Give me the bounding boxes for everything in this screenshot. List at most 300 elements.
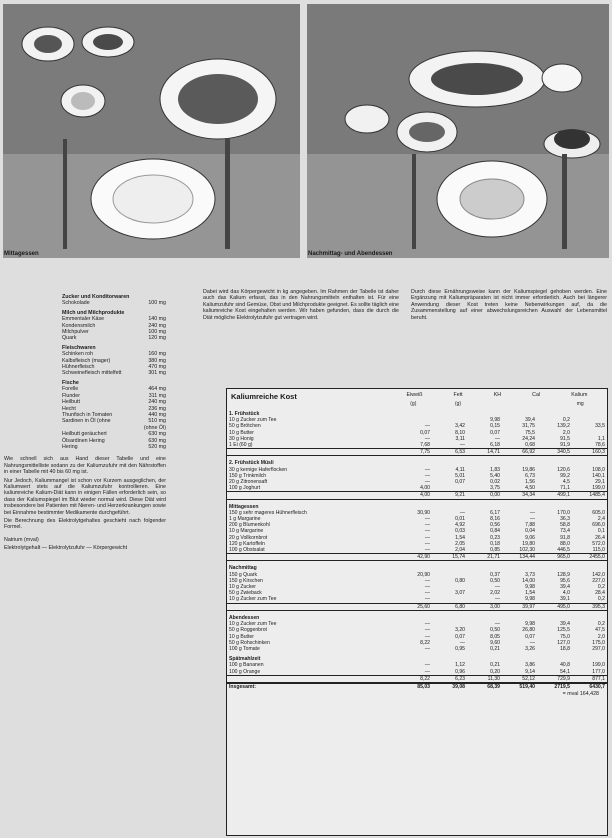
food-item: 1 g Margarine: [229, 516, 261, 523]
food-item: 200 g Blumenkohl: [229, 522, 270, 529]
food-item: 50 g Roggenbrot: [229, 627, 267, 634]
table-cell: 199,0: [592, 662, 605, 669]
table-cell: 9,06: [525, 534, 535, 541]
table-cell: [397, 610, 432, 621]
list-item-value: 470 mg: [148, 364, 166, 371]
right-text: [411, 289, 607, 323]
food-item: [227, 675, 397, 683]
table-cell: 7,88: [525, 522, 535, 529]
table-cell: 1,83: [490, 466, 500, 473]
table-cell: —: [494, 584, 500, 591]
table-cell: 177,0: [592, 668, 605, 675]
food-item: 2. Frühstück Müsli: [229, 460, 274, 467]
right-paragraph: Durch diese Ernährungsweise kann der Kaliumspiegel gehoben werden. Eine Ergänzung mit Kaliumpräparaten ist nicht immer erforderlich. Auch bei längerer Anwendung dieser Kost treten keine Nebenwirkungen auf, da die Zusammenstellung auf einer abwechslungsreichen Auswahl der Lebensmittel beruht.: [411, 289, 607, 321]
table-cell: 127,0: [557, 639, 570, 646]
formula-line-1: Natrium (mval): [4, 536, 39, 543]
food-item: 10 g Butter: [229, 633, 254, 640]
food-item: 100 g Tomate: [229, 645, 260, 652]
table-cell: 108,0: [592, 466, 605, 473]
table-cell: 0,2: [597, 596, 605, 603]
food-item: Nachmittag: [229, 565, 257, 572]
food-item: 120 g Kartoffeln: [229, 540, 265, 547]
list-item: [62, 335, 166, 341]
table-cell: 1,56: [525, 479, 535, 486]
table-cell: 39,4: [525, 417, 535, 424]
table-cell: 75,5: [525, 429, 535, 436]
table-cell: [572, 610, 607, 621]
table-cell: [432, 456, 467, 467]
table-cell: 29,1: [595, 479, 605, 486]
table-cell: 499,1: [537, 492, 572, 499]
table-cell: 85,03: [397, 683, 432, 690]
table-grand-total: [227, 683, 607, 690]
list-item-value: 630 mg: [148, 437, 166, 444]
table-cell: 2455,0: [572, 554, 607, 561]
table-cell: 68,39: [467, 683, 502, 690]
table-cell: 0,1: [597, 528, 605, 535]
table-cell: 30,90: [417, 509, 430, 516]
list-item-value: 100 mg: [148, 329, 166, 336]
table-cell: —: [494, 621, 500, 628]
table-subtotal: [227, 449, 607, 456]
table-cell: [432, 499, 467, 510]
table-cell: 71,1: [560, 485, 570, 492]
table-cell: —: [459, 509, 465, 516]
table-cell: 0,18: [490, 540, 500, 547]
food-item: Mittagessen: [229, 503, 259, 510]
food-item: Spätmahlzeit: [229, 656, 261, 663]
table-cell: 572,0: [592, 540, 605, 547]
table-cell: [397, 499, 432, 510]
table-cell: 58,8: [560, 522, 570, 529]
table-cell: 0,96: [455, 668, 465, 675]
table-cell: 7,75: [397, 449, 432, 456]
table-cell: 199,0: [592, 485, 605, 492]
food-item: 100 g Joghurt: [229, 485, 261, 492]
list-item-name: Hering: [62, 443, 78, 450]
table-cell: 73,4: [560, 528, 570, 535]
list-item-value: 440 mg: [148, 411, 166, 418]
table-cell: 140,1: [592, 472, 605, 479]
table-cell: —: [529, 509, 535, 516]
column-header: Kalium: [571, 392, 588, 398]
table-cell: 0,50: [490, 627, 500, 634]
table-cell: 4,11: [455, 466, 465, 473]
table-subtotal: [227, 492, 607, 499]
list-item-name: Schweinefleisch mittelfett: [62, 370, 122, 377]
table-cell: [432, 561, 467, 572]
table-cell: 696,0: [592, 522, 605, 529]
table-cell: —: [529, 516, 535, 523]
list-item-name: Schokolade: [62, 300, 90, 307]
table-cell: [467, 652, 502, 662]
table-cell: 0,68: [525, 442, 535, 449]
column-unit: (g): [454, 401, 462, 407]
table-cell: [537, 407, 572, 417]
table-cell: 8,22: [397, 675, 432, 683]
table-section-title: [227, 456, 607, 467]
food-item: 30 g kernige Haferflocken: [229, 466, 288, 473]
table-cell: 0,00: [467, 492, 502, 499]
table-cell: 2,05: [455, 540, 465, 547]
formula-line-2: Elektrolytgehalt — Elektrolytzufuhr — Körpergewicht: [4, 545, 128, 552]
list-item: [62, 300, 166, 306]
table-cell: 297,0: [592, 645, 605, 652]
photo-lunch: [3, 4, 300, 258]
food-item: 10 g Margarine: [229, 528, 264, 535]
table-cell: [467, 610, 502, 621]
table-cell: 8,16: [490, 516, 500, 523]
lunch-photo-illustration: [3, 4, 300, 258]
table-cell: [432, 652, 467, 662]
column-unit: mg: [576, 401, 584, 407]
table-cell: 0,37: [490, 571, 500, 578]
table-cell: 19,86: [522, 466, 535, 473]
food-item: [227, 603, 397, 610]
table-cell: 4,92: [455, 522, 465, 529]
potassium-food-list: [4, 294, 166, 450]
table-cell: 0,56: [490, 522, 500, 529]
list-item-name: Heilbutt: [62, 399, 80, 406]
table-cell: 3,11: [455, 435, 465, 442]
table-cell: —: [424, 528, 430, 535]
left-body-text: [4, 456, 166, 530]
table-row: [227, 669, 607, 676]
table-cell: 1,54: [455, 534, 465, 541]
table-cell: 0,03: [455, 528, 465, 535]
table-section-title: [227, 561, 607, 572]
list-item-value: (ohne Öl): [143, 424, 166, 431]
table-cell: 5,40: [490, 472, 500, 479]
table-cell: 40,8: [560, 662, 570, 669]
list-item-name: Hecht: [62, 405, 76, 412]
food-item: 150 g Kirschen: [229, 577, 263, 584]
table-cell: 42,90: [397, 554, 432, 561]
table-cell: 31,75: [522, 423, 535, 430]
table-cell: 9,98: [525, 596, 535, 603]
table-cell: 24,24: [522, 435, 535, 442]
table-cell: [537, 456, 572, 467]
table-cell: 2,0: [597, 633, 605, 640]
list-item-value: 160 mg: [148, 351, 166, 358]
table-cell: 729,9: [537, 675, 572, 683]
table-cell: —: [424, 627, 430, 634]
table-cell: 6,80: [432, 603, 467, 610]
table-cell: —: [424, 479, 430, 486]
table-cell: —: [424, 590, 430, 597]
table-headers: [391, 392, 603, 401]
list-item-value: 510 mg: [148, 418, 166, 425]
table-cell: 160,3: [572, 449, 607, 456]
table-cell: 14,00: [522, 577, 535, 584]
table-cell: 91,8: [560, 534, 570, 541]
food-item: 100 g Orange: [229, 668, 261, 675]
table-cell: 0,23: [490, 534, 500, 541]
food-item: 10 g Zucker: [229, 584, 256, 591]
list-item-name: Forelle: [62, 386, 79, 393]
table-cell: 120,6: [557, 466, 570, 473]
food-item: 100 g Bananen: [229, 662, 264, 669]
table-cell: [467, 561, 502, 572]
list-item-name: Sardinen in Öl (ohne: [62, 418, 111, 425]
table-cell: 75,0: [560, 633, 570, 640]
table-cell: 1485,4: [572, 492, 607, 499]
list-item-value: 236 mg: [148, 405, 166, 412]
food-item: Abendessen: [229, 614, 260, 621]
list-section-title: Fische: [62, 379, 79, 386]
column-header: KH: [493, 392, 502, 398]
table-cell: [467, 456, 502, 467]
list-section-title: Milch und Milchprodukte: [62, 309, 125, 316]
table-cell: 9,98: [490, 417, 500, 424]
table-cell: [502, 499, 537, 510]
table-cell: 0,84: [490, 528, 500, 535]
column-header: Eiweiß: [406, 392, 423, 398]
list-item-name: Kondensmilch: [62, 322, 96, 329]
table-cell: [537, 499, 572, 510]
table-cell: —: [424, 633, 430, 640]
table-cell: 6,73: [525, 472, 535, 479]
list-item-name: Thunfisch in Tomaten: [62, 411, 113, 418]
table-cell: —: [494, 435, 500, 442]
middle-paragraph: Dabei wird das Körpergewicht in kg angegeben. Im Rahmen der Tabelle ist daher auch das Kalium erfasst, das in den Nahrungsmitteln enthalten ist. Für eine Kaliumzufuhr sind Gemüse, Obst und Milchprodukte geeignet. Es sollte täglich eine kaliumreiche Kost eingehalten werden. Wir haben gefunden, dass die durch die Diät mögliche Elektrolytzufuhr gut vertragen wird.: [203, 289, 399, 321]
table-cell: 8,22: [420, 639, 430, 646]
list-item-name: Quark: [62, 335, 77, 342]
body-paragraph: Nur Jedoch, Kaliummangel ist schon vor Kurzem ausgeglichen, der Kaliumwert stets auf die Kaliumzufuhr kontrollieren. Eine kaliumreiche Kalium-Diät kann in einigen Fällen erforderlich sein, so dass der Kaliumspiegel im Blut wieder normal wird. Diese Diät wird insbesondere bei Patienten mit Nieren- und Herzerkrankungen sowie bei Einnahme bestimmter Medikamente durchgeführt.: [4, 477, 166, 516]
table-cell: 0,07: [525, 633, 535, 640]
table-cell: —: [424, 547, 430, 554]
table-cell: 0,07: [455, 633, 465, 640]
table-cell: 3,86: [525, 662, 535, 669]
list-item-name: Emmentaler Käse: [62, 316, 105, 323]
table-cell: [432, 610, 467, 621]
table-cell: 3,00: [467, 603, 502, 610]
table-cell: 0,50: [490, 577, 500, 584]
table-cell: —: [424, 662, 430, 669]
list-item-name: Hühnerfleisch: [62, 364, 95, 371]
food-item: 10 g Zucker zum Tee: [229, 596, 277, 603]
table-cell: —: [424, 577, 430, 584]
table-cell: 19,80: [522, 540, 535, 547]
table-cell: 52,12: [502, 675, 537, 683]
list-item-value: 520 mg: [148, 443, 166, 450]
table-cell: [537, 652, 572, 662]
table-cell: —: [459, 442, 465, 449]
caption-lunch: Mittagessen: [4, 251, 39, 257]
table-cell: 102,30: [519, 547, 535, 554]
list-item-name: Ölsardinen Hering: [62, 437, 105, 444]
table-cell: 0,21: [490, 662, 500, 669]
table-cell: 877,1: [572, 675, 607, 683]
list-item-name: Kalbsfleisch (mager): [62, 357, 111, 364]
table-cell: [467, 499, 502, 510]
table-cell: 519,40: [502, 683, 537, 690]
middle-text: [203, 289, 399, 323]
table-cell: 4,0: [562, 590, 570, 597]
kost-table-body: [227, 407, 607, 690]
food-item: 30 g Honig: [229, 435, 254, 442]
table-cell: 20,90: [417, 571, 430, 578]
table-section-title: [227, 610, 607, 621]
food-item: 10 g Butter: [229, 429, 254, 436]
table-cell: 18,8: [560, 645, 570, 652]
table-cell: 26,80: [522, 627, 535, 634]
table-row: [227, 596, 607, 603]
list-item-value: 120 mg: [148, 335, 166, 342]
body-paragraph: Die Berechnung des Elektrolytgehaltes geschieht nach folgender Formel.: [4, 518, 166, 531]
food-item: 150 g sehr mageres Hühnerfleisch: [229, 509, 307, 516]
table-subtotal: [227, 603, 607, 610]
list-item-name: Flunder: [62, 392, 80, 399]
column-unit: (g): [410, 401, 417, 407]
table-cell: 0,2: [597, 584, 605, 591]
table-cell: 2719,5: [537, 683, 572, 690]
table-cell: 8,05: [490, 633, 500, 640]
table-cell: 5,01: [455, 472, 465, 479]
table-cell: 6,18: [490, 442, 500, 449]
table-cell: 227,0: [592, 577, 605, 584]
table-section-title: [227, 652, 607, 662]
potassium-diet-table: [226, 388, 608, 836]
food-item: 1. Frühstück: [229, 411, 260, 417]
table-cell: 965,0: [537, 554, 572, 561]
table-cell: [397, 561, 432, 572]
table-cell: 0,07: [420, 429, 430, 436]
list-item-value: 240 mg: [148, 399, 166, 406]
table-cell: 11,30: [467, 675, 502, 683]
table-cell: 9,14: [525, 668, 535, 675]
table-cell: 91,9: [560, 442, 570, 449]
column-header: Fett: [453, 392, 463, 398]
table-cell: 15,74: [432, 554, 467, 561]
table-cell: 47,5: [595, 627, 605, 634]
table-cell: 3,20: [455, 627, 465, 634]
food-item: 150 g Trinkmilch: [229, 472, 267, 479]
photo-afternoon: [307, 4, 609, 258]
table-cell: —: [424, 584, 430, 591]
table-cell: 340,5: [537, 449, 572, 456]
food-item: 150 g Quark: [229, 571, 258, 578]
table-cell: [397, 407, 432, 417]
caption-afternoon: Nachmittag- und Abendessen: [308, 251, 393, 257]
table-cell: —: [424, 596, 430, 603]
table-cell: 9,60: [490, 639, 500, 646]
table-cell: 2,02: [490, 590, 500, 597]
list-item-value: 464 mg: [148, 386, 166, 393]
table-cell: 0,95: [455, 645, 465, 652]
table-cell: 3,75: [490, 485, 500, 492]
food-item: 50 g Zwieback: [229, 590, 262, 597]
table-cell: —: [494, 596, 500, 603]
food-item: 10 g Zucker zum Tee: [229, 417, 277, 424]
table-cell: —: [424, 522, 430, 529]
food-item: Insgesamt:: [227, 683, 397, 690]
table-cell: 0,15: [490, 423, 500, 430]
list-item: [62, 444, 166, 450]
table-title: Kaliumreiche Kost: [231, 392, 297, 401]
table-cell: 26,4: [595, 534, 605, 541]
table-cell: 1,1: [597, 435, 605, 442]
table-cell: 66,92: [502, 449, 537, 456]
list-item-value: 301 mg: [148, 370, 166, 377]
table-cell: 128,9: [557, 571, 570, 578]
table-cell: 4,00: [420, 485, 430, 492]
table-cell: 0,85: [490, 547, 500, 554]
table-cell: —: [424, 668, 430, 675]
table-section-title: [227, 407, 607, 417]
table-cell: 605,0: [592, 509, 605, 516]
food-item: 20 g Zitronensaft: [229, 479, 268, 486]
table-cell: [502, 610, 537, 621]
table-cell: [432, 407, 467, 417]
food-item: 50 g Rohschinken: [229, 639, 270, 646]
table-cell: 39,4: [560, 621, 570, 628]
food-item: [227, 492, 397, 499]
list-item-name: Heilbutt geräuchert: [62, 431, 107, 438]
table-cell: [572, 561, 607, 572]
table-cell: 139,2: [557, 423, 570, 430]
table-cell: 395,3: [572, 603, 607, 610]
table-cell: 3,73: [525, 571, 535, 578]
table-cell: 39,4: [560, 584, 570, 591]
table-cell: —: [459, 639, 465, 646]
table-cell: 28,4: [595, 590, 605, 597]
table-cell: 2,04: [455, 547, 465, 554]
table-cell: 36,3: [560, 516, 570, 523]
table-section-title: [227, 499, 607, 510]
table-cell: 39,1: [560, 596, 570, 603]
table-cell: [572, 499, 607, 510]
table-cell: [537, 561, 572, 572]
table-cell: [572, 407, 607, 417]
list-item-value: 100 mg: [148, 300, 166, 307]
table-cell: —: [424, 540, 430, 547]
food-item: [227, 449, 397, 456]
table-subtotal: [227, 675, 607, 683]
table-cell: 3,42: [455, 423, 465, 430]
table-cell: 21,71: [467, 554, 502, 561]
table-cell: 4,00: [397, 492, 432, 499]
table-cell: 99,2: [560, 472, 570, 479]
table-cell: 170,0: [557, 509, 570, 516]
food-item: 10 g Zucker zum Tee: [229, 621, 277, 628]
table-cell: 14,71: [467, 449, 502, 456]
table-cell: —: [424, 435, 430, 442]
food-item: 50 g Brötchen: [229, 423, 261, 430]
table-cell: [467, 407, 502, 417]
list-section-title: Fleischwaren: [62, 344, 96, 351]
table-cell: —: [529, 639, 535, 646]
left-column: [4, 291, 166, 831]
table-cell: 125,5: [557, 627, 570, 634]
body-paragraph: Wie schnell sich aus Hand dieser Tabelle und eine Nahrungsmittelliste sodann zu der Kaliumzufuhr mit den Nährstoffen in einer Tabelle mit 40 bis 60 mg ist.: [4, 456, 166, 476]
table-cell: 8,10: [455, 429, 465, 436]
table-cell: 39,08: [432, 683, 467, 690]
table-cell: 88,0: [560, 540, 570, 547]
table-cell: [502, 407, 537, 417]
column-header: Cal: [532, 392, 541, 398]
food-item: 20 g Vollkornbrot: [229, 534, 268, 541]
food-item: 1 Ei (60 g): [229, 442, 253, 449]
table-row: [227, 485, 607, 492]
table-cell: 0,01: [455, 516, 465, 523]
table-cell: 3,07: [455, 590, 465, 597]
table-cell: [432, 485, 467, 492]
table-cell: —: [424, 534, 430, 541]
list-item-value: 380 mg: [148, 357, 166, 364]
table-cell: 115,0: [592, 547, 605, 554]
table-cell: 4,5: [562, 479, 570, 486]
